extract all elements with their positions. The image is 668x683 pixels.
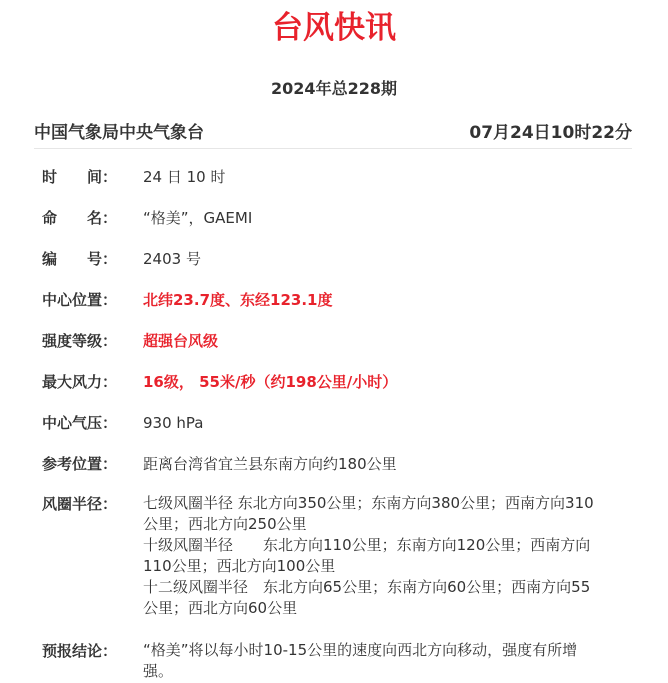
field-label-part: 间： bbox=[87, 168, 118, 186]
forecast-line: 强。 bbox=[143, 662, 174, 680]
issue-datetime: 07月24日10时22分 bbox=[469, 123, 632, 143]
field-value: 北纬23.7度、东经123.1度 bbox=[143, 291, 333, 309]
field-label-part: 时 bbox=[42, 168, 58, 186]
field-label-part: 号： bbox=[87, 250, 118, 268]
field-label: 强度等级： bbox=[42, 332, 118, 350]
field-label: 风圈半径： bbox=[42, 495, 118, 513]
field-value: 16级， 55米/秒（约198公里/小时） bbox=[143, 373, 398, 391]
wind-radius-line: 110公里；西北方向100公里 bbox=[143, 557, 336, 575]
issuing-agency: 中国气象局中央气象台 bbox=[34, 123, 204, 143]
wind-radius-line: 七级风圈半径 东北方向350公里；东南方向380公里；西南方向310 bbox=[143, 494, 594, 512]
field-value: “格美”，GAEMI bbox=[143, 209, 253, 227]
forecast-line: “格美”将以每小时10-15公里的速度向西北方向移动，强度有所增 bbox=[143, 641, 578, 659]
field-label: 最大风力： bbox=[42, 373, 118, 391]
field-label: 预报结论： bbox=[42, 642, 118, 660]
field-value: 930 hPa bbox=[143, 414, 204, 432]
wind-radius-line: 十二级风圈半径 东北方向65公里；东南方向60公里；西南方向55 bbox=[143, 578, 591, 596]
field-value bbox=[143, 493, 623, 619]
field-label-part: 命 bbox=[42, 209, 58, 227]
field-label bbox=[42, 207, 142, 229]
field-label-part: 编 bbox=[42, 250, 58, 268]
wind-radius-line: 十级风圈半径 东北方向110公里；东南方向120公里；西南方向 bbox=[143, 536, 591, 554]
field-value: 距离台湾省宜兰县东南方向约180公里 bbox=[143, 455, 397, 473]
wind-radius-line: 公里；西北方向250公里 bbox=[143, 515, 307, 533]
field-value bbox=[143, 640, 623, 682]
field-label bbox=[42, 248, 142, 270]
bulletin-title: 台风快讯 bbox=[272, 10, 396, 46]
field-value: 超强台风级 bbox=[143, 332, 219, 350]
field-value: 24 日 10 时 bbox=[143, 168, 226, 186]
field-label: 中心气压： bbox=[42, 414, 118, 432]
field-label: 参考位置： bbox=[42, 455, 118, 473]
field-label-part: 名： bbox=[87, 209, 118, 227]
wind-radius-line: 公里；西北方向60公里 bbox=[143, 599, 298, 617]
field-label: 中心位置： bbox=[42, 291, 118, 309]
issue-number: 2024年总228期 bbox=[271, 79, 397, 98]
bulletin-header bbox=[34, 120, 632, 149]
field-label bbox=[42, 166, 142, 188]
field-value: 2403 号 bbox=[143, 250, 201, 268]
